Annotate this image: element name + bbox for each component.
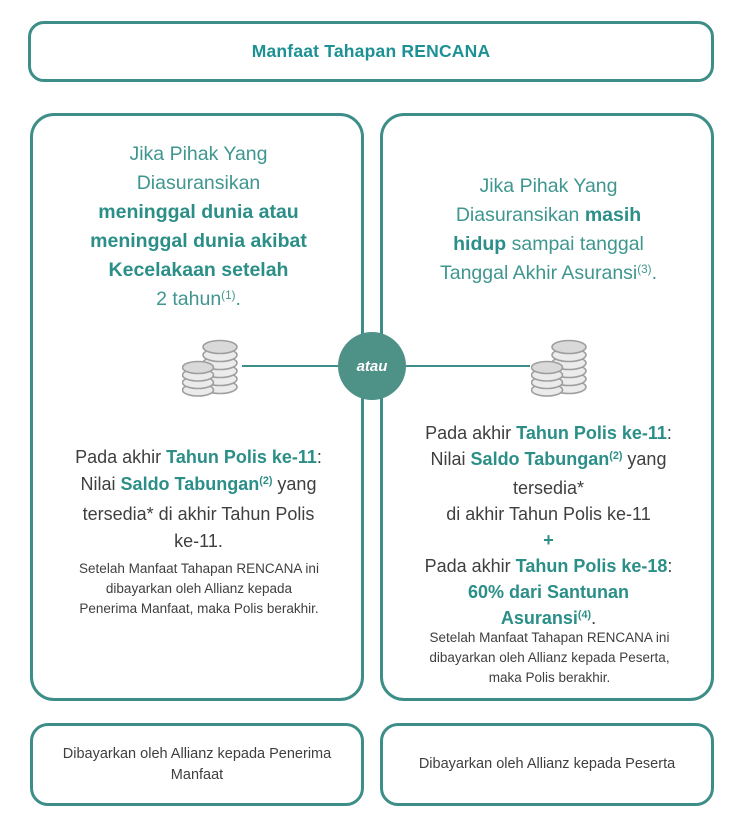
- headline-line: meninggal dunia akibat: [90, 230, 307, 252]
- note-line: dibayarkan oleh Allianz kepada Peserta,: [429, 650, 670, 665]
- death-benefit-headline: [42, 140, 355, 316]
- plus-separator: +: [543, 530, 554, 550]
- footnote-ref-4: (4): [577, 609, 592, 622]
- benefit-line: Pada akhir Tahun Polis ke-11:: [75, 447, 322, 467]
- maturity-benefit-description: [396, 420, 701, 634]
- payout-recipient-box-right: [380, 723, 714, 806]
- benefit-line: Asuransi$^{(4)}$.: [500, 608, 597, 628]
- footnote-ref-2: (2): [609, 450, 623, 463]
- atau-label: atau: [356, 357, 388, 375]
- benefit-line: Pada akhir Tahun Polis ke-18:: [424, 556, 673, 576]
- title-box: [28, 21, 714, 82]
- death-benefit-card: [30, 113, 364, 701]
- headline-line: Kecelakaan setelah: [108, 259, 289, 281]
- headline-line: 2 tahun$^{(1)}$.: [156, 288, 241, 310]
- footnote-ref-1: (1): [221, 288, 236, 302]
- benefit-line: ke-11.: [174, 531, 223, 551]
- payout-recipient-box-left: [30, 723, 364, 806]
- death-benefit-description: [46, 444, 351, 555]
- payout-recipient-label: Dibayarkan oleh Allianz kepada Peserta: [418, 756, 676, 772]
- benefit-line: Nilai Saldo Tabungan$^{(2)}$ yang: [80, 474, 317, 494]
- short-coin-stack: [532, 362, 563, 397]
- headline-line: meninggal dunia atau: [98, 201, 299, 223]
- benefit-line: Pada akhir Tahun Polis ke-11:: [425, 423, 672, 443]
- short-coin-stack: [183, 362, 214, 397]
- headline-line: Jika Pihak Yang: [129, 143, 268, 165]
- atau-or-badge: [338, 332, 406, 400]
- payout-recipient-label: Dibayarkan oleh Allianz kepada Penerima Manfaat: [62, 745, 332, 783]
- headline-line: Jika Pihak Yang: [479, 175, 618, 197]
- headline-line: hidup sampai tanggal: [453, 233, 644, 255]
- headline-line: Diasuransikan masih: [455, 204, 642, 226]
- maturity-benefit-note: [402, 628, 697, 688]
- note-line: maka Polis berakhir.: [488, 670, 611, 685]
- note-line: Penerima Manfaat, maka Polis berakhir.: [79, 601, 319, 616]
- death-benefit-note: [54, 559, 344, 619]
- maturity-benefit-card: [380, 113, 714, 701]
- headline-line: Diasuransikan: [136, 172, 261, 194]
- benefit-line: di akhir Tahun Polis ke-11: [446, 504, 651, 524]
- footnote-ref-3: (3): [637, 262, 652, 276]
- page-title: Manfaat Tahapan RENCANA: [251, 41, 491, 61]
- benefit-line: 60% dari Santunan: [467, 582, 630, 602]
- note-line: Setelah Manfaat Tahapan RENCANA ini: [429, 630, 670, 645]
- benefit-line: tersedia*: [512, 478, 585, 498]
- headline-line: Tanggal Akhir Asuransi$^{(3)}$.: [439, 262, 657, 284]
- coin-stack-icon: [182, 336, 240, 398]
- maturity-benefit-headline: [392, 172, 705, 290]
- footnote-ref-2: (2): [259, 475, 273, 488]
- benefit-line: tersedia* di akhir Tahun Polis: [82, 504, 315, 524]
- benefit-line: Nilai Saldo Tabungan$^{(2)}$ yang: [430, 449, 667, 469]
- note-line: Setelah Manfaat Tahapan RENCANA ini: [79, 561, 319, 576]
- note-line: dibayarkan oleh Allianz kepada: [105, 581, 293, 596]
- coin-stack-icon: [531, 336, 589, 398]
